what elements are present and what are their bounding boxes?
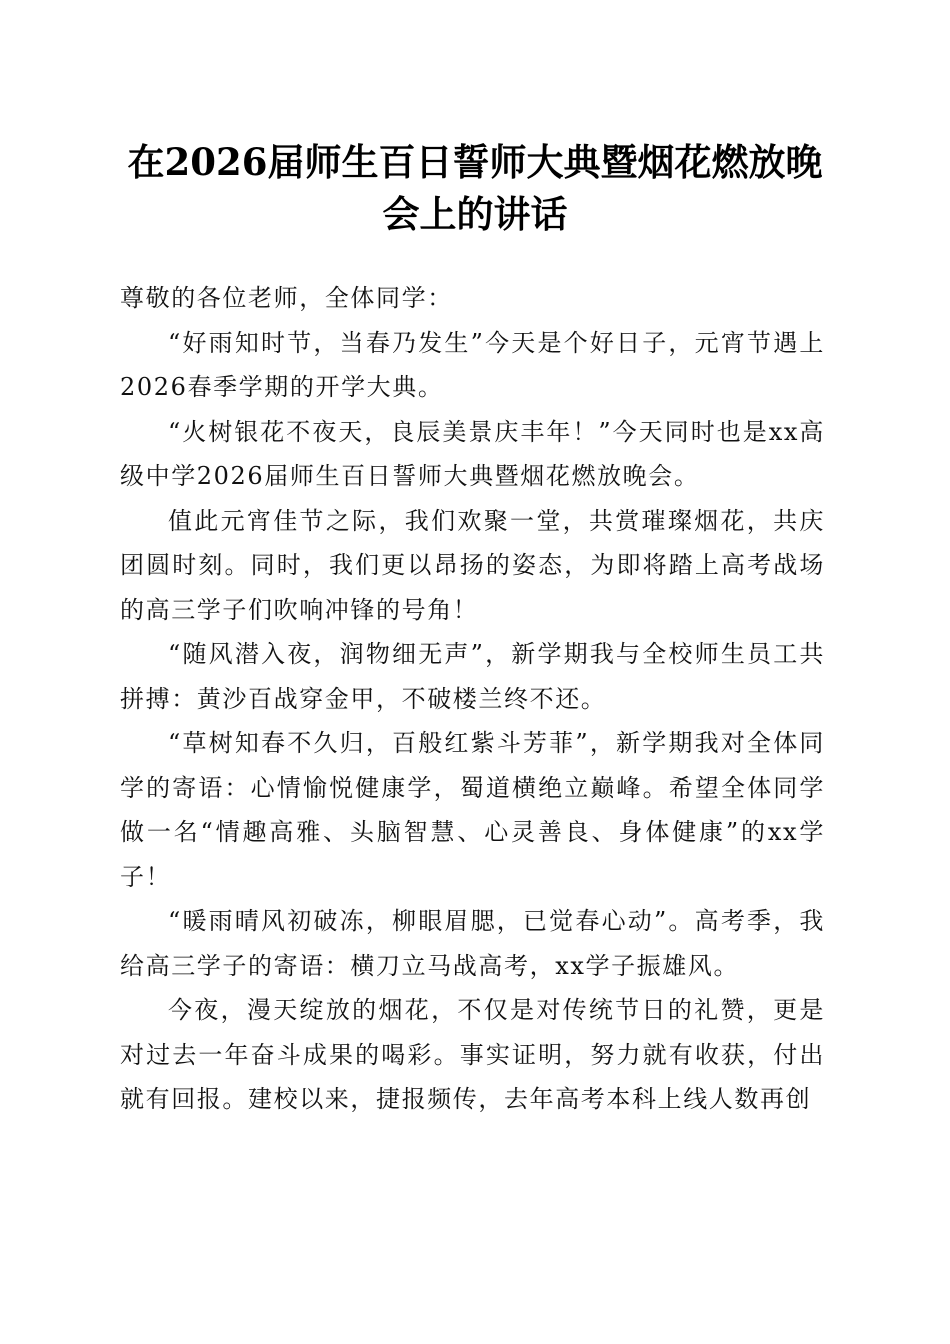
paragraph: 今夜，漫天绽放的烟花，不仅是对传统节日的礼赞，更是对过去一年奋斗成果的喝彩。事实证明，努力就有收获，付出就有回报。建校以来，捷报频传，去年高考本科上线人数再创 <box>120 996 825 1113</box>
paragraph: “火树银花不夜天，良辰美景庆丰年！”今天同时也是xx高级中学2026届师生百日誓师大典暨烟花燃放晚会。 <box>120 417 825 490</box>
paragraph: 值此元宵佳节之际，我们欢聚一堂，共赏璀璨烟花，共庆团圆时刻。同时，我们更以昂扬的姿态，为即将踏上高考战场的高三学子们吹响冲锋的号角！ <box>120 506 825 624</box>
paragraph: “暖雨晴风初破冻，柳眼眉腮，已觉春心动”。高考季，我给高三学子的寄语：横刀立马战高考，xx学子振雄风。 <box>120 907 825 980</box>
salutation: 尊敬的各位老师，全体同学： <box>120 284 453 312</box>
document-body <box>120 276 825 1122</box>
paragraph: “草树知春不久归，百般红紫斗芳菲”，新学期我对全体同学的寄语：心情愉悦健康学，蜀道横绝立巅峰。希望全体同学做一名“情趣高雅、头脑智慧、心灵善良、身体健康”的xx学子！ <box>120 729 825 891</box>
paragraph: “好雨知时节，当春乃发生”今天是个好日子，元宵节遇上2026春季学期的开学大典。 <box>120 328 825 401</box>
document-title: 在2026届师生百日誓师大典暨烟花燃放晚会上的讲话 <box>127 140 823 236</box>
paragraph: “随风潜入夜，润物细无声”，新学期我与全校师生员工共拼搏：黄沙百战穿金甲，不破楼兰终不还。 <box>120 640 825 713</box>
